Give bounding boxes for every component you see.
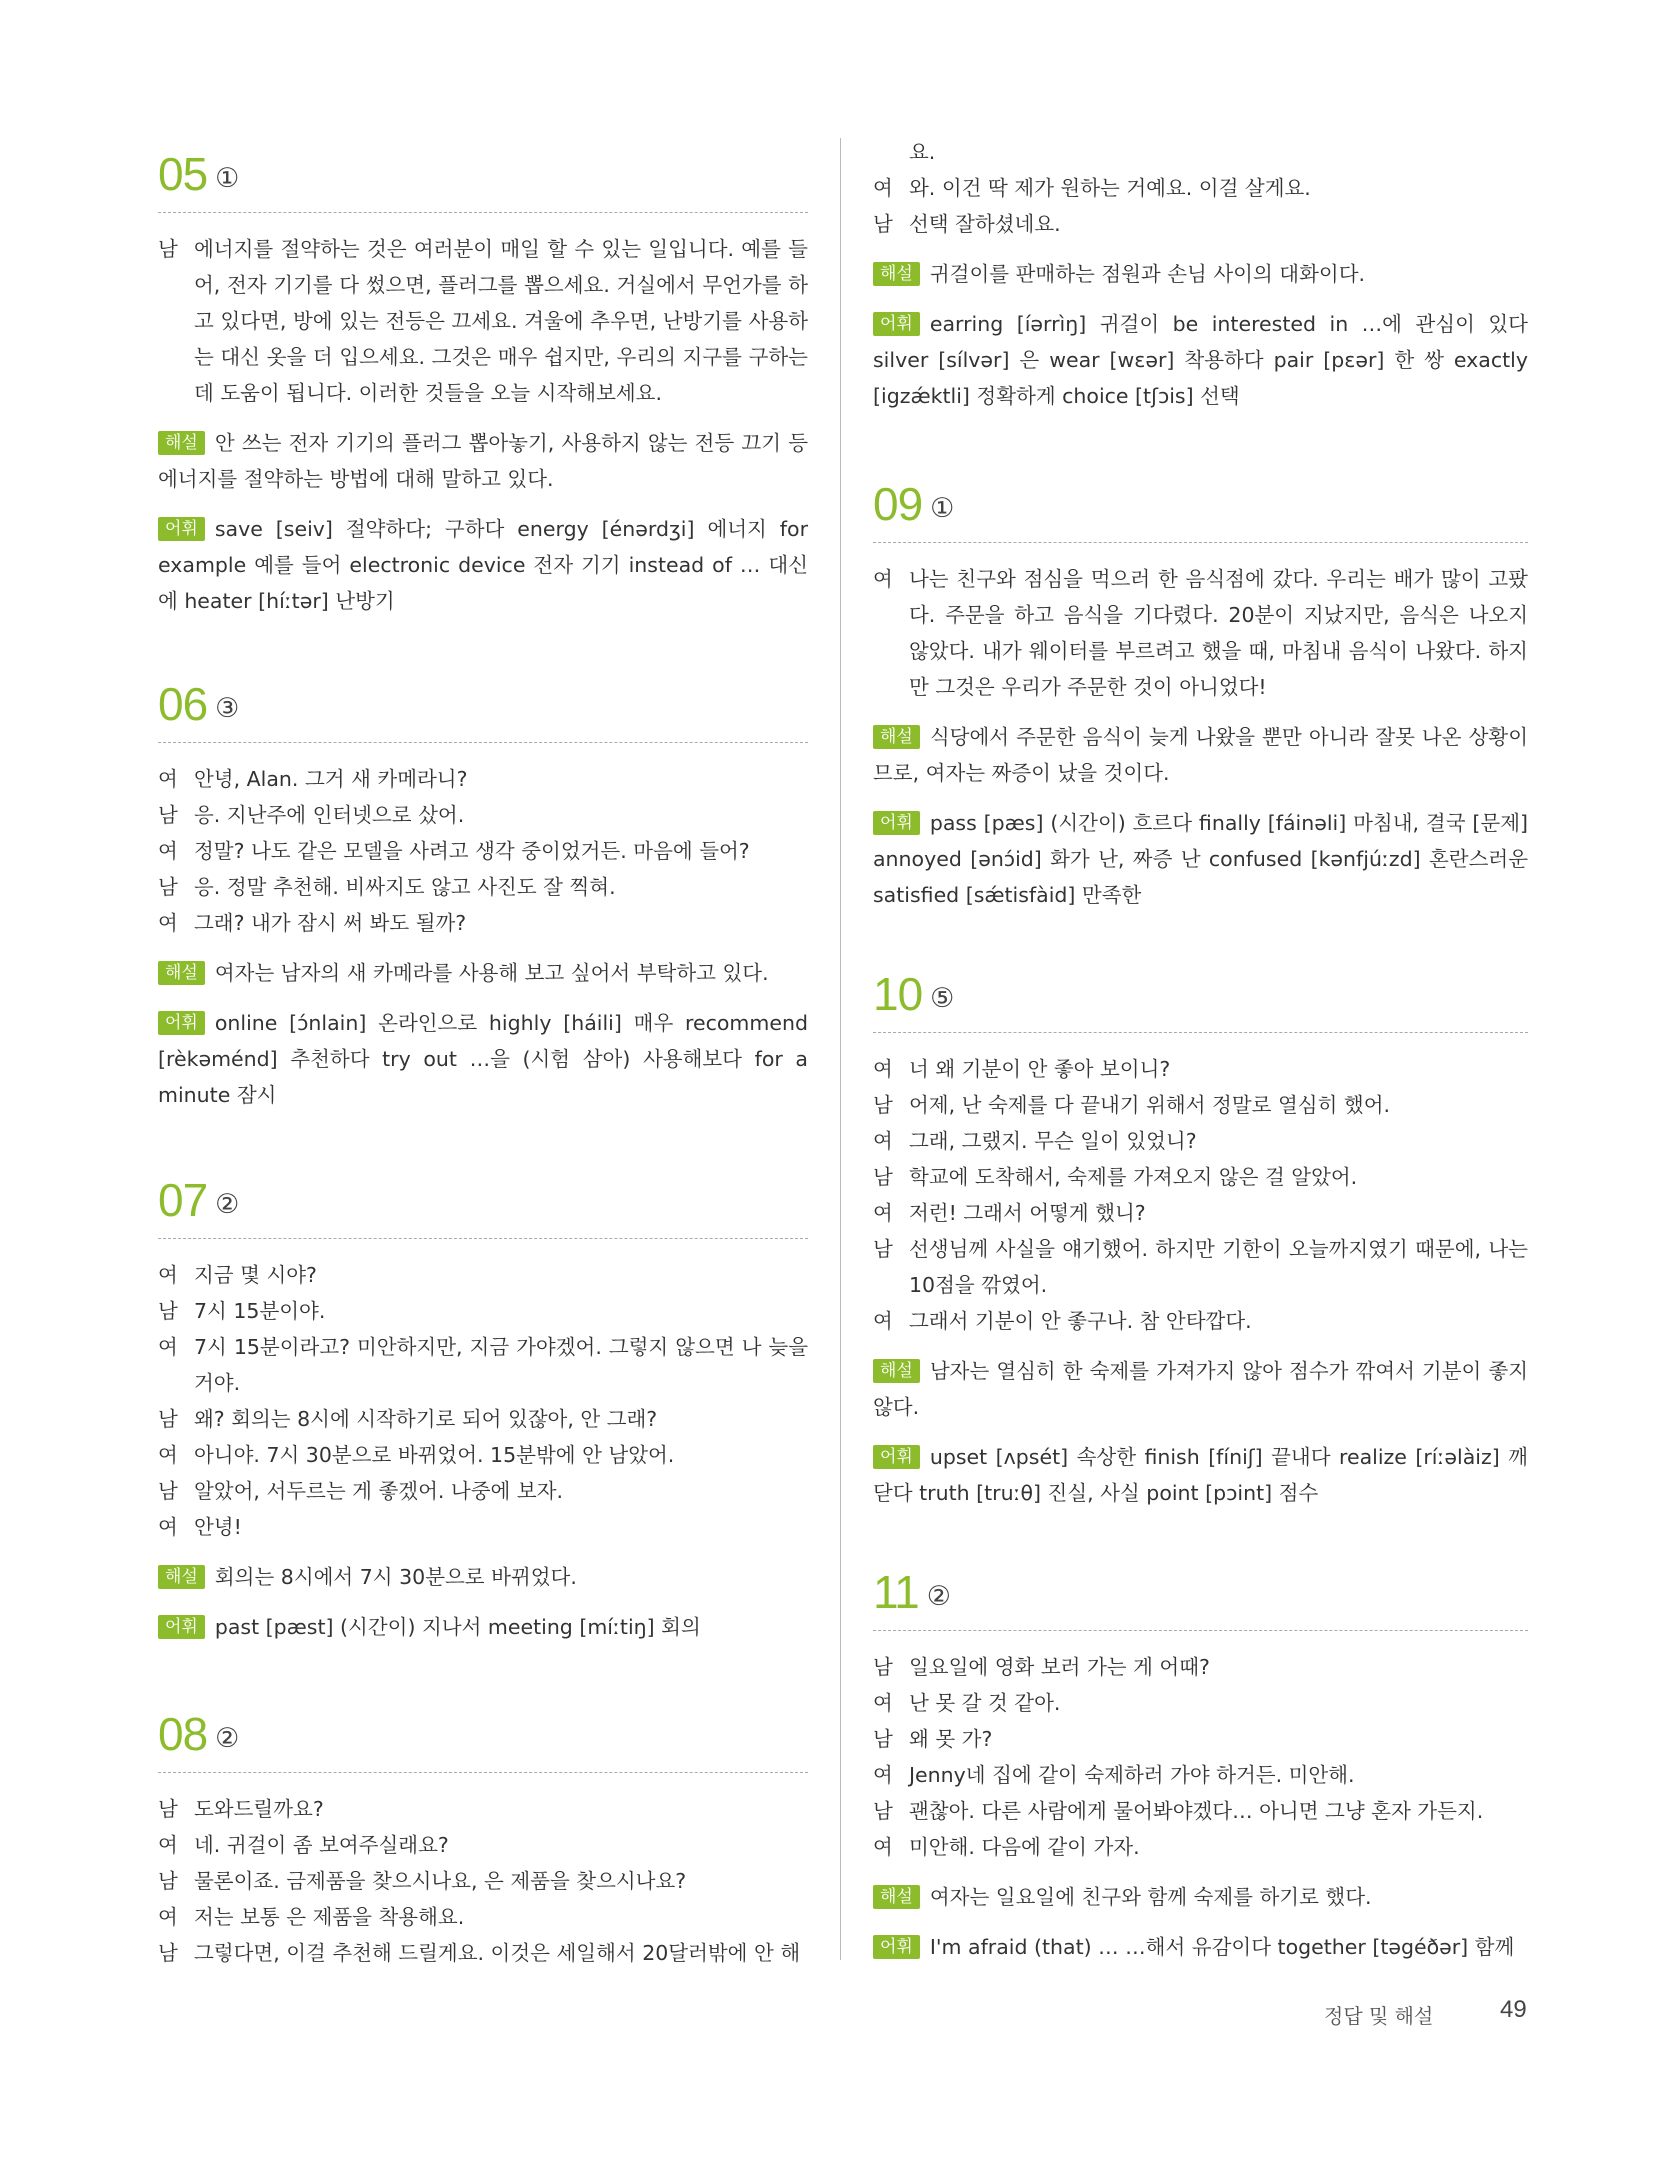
line-text: 선택 잘하셨네요. — [909, 212, 1061, 236]
question-number: 08 — [158, 1708, 208, 1760]
vocabulary-text: past [pæst] (시간이) 지나서 meeting [míːtiŋ] 회의 — [214, 1615, 701, 1639]
line-text: 도와드릴까요? — [194, 1797, 324, 1821]
answer-mark: ① — [215, 163, 240, 194]
script-line — [873, 206, 1528, 242]
answer-mark: ① — [930, 493, 955, 524]
explanation-text: 여자는 남자의 새 카메라를 사용해 보고 싶어서 부탁하고 있다. — [214, 961, 769, 985]
dashed-rule — [873, 542, 1528, 543]
page-number: 49 — [1500, 1996, 1527, 2023]
script-line — [873, 1087, 1528, 1123]
vocabulary-tag: 어휘 — [873, 312, 920, 336]
vocabulary — [158, 1005, 808, 1113]
line-text: 와. 이건 딱 제가 원하는 거예요. 이걸 살게요. — [909, 176, 1311, 200]
vocabulary-tag: 어휘 — [873, 811, 920, 835]
speaker: 여 — [873, 1309, 893, 1333]
script-line — [158, 1863, 808, 1899]
script-line — [158, 1509, 808, 1545]
speaker — [873, 134, 909, 170]
question-number: 10 — [873, 968, 923, 1020]
speaker: 남 — [158, 1797, 178, 1821]
line-text: 그래서 기분이 안 좋구나. 참 안타깝다. — [909, 1309, 1252, 1333]
question-05 — [158, 146, 808, 619]
script-line — [158, 1437, 808, 1473]
vocabulary — [873, 1929, 1528, 1965]
line-text: 저는 보통 은 제품을 착용해요. — [194, 1905, 465, 1929]
explanation — [158, 1559, 808, 1595]
speaker: 여 — [873, 1835, 893, 1859]
line-text: 물론이죠. 금제품을 찾으시나요, 은 제품을 찾으시나요? — [194, 1869, 687, 1893]
question-number: 11 — [873, 1566, 919, 1618]
vocabulary-tag: 어휘 — [158, 1615, 205, 1639]
speaker: 여 — [873, 1201, 893, 1225]
question-number: 07 — [158, 1174, 208, 1226]
vocabulary — [873, 306, 1528, 414]
script-line — [158, 833, 808, 869]
script-line — [158, 1899, 808, 1935]
answer-mark: ② — [215, 1189, 240, 1220]
answer-mark: ② — [215, 1723, 240, 1754]
line-text: 그래, 그랬지. 무슨 일이 있었니? — [909, 1129, 1197, 1153]
script-line — [158, 797, 808, 833]
speaker: 남 — [873, 1799, 893, 1823]
explanation-tag: 해설 — [873, 725, 920, 749]
speaker: 여 — [158, 1443, 178, 1467]
line-text: 네. 귀걸이 좀 보여주실래요? — [194, 1833, 449, 1857]
line-text: 에너지를 절약하는 것은 여러분이 매일 할 수 있는 일입니다. 예를 들어, 전자 기기를 다 썼으면, 플러그를 뽑으세요. 거실에서 무언가를 하고 있다면, 방에 있는 전등은 끄세요. 겨울에 추우면, 난방기를 사용하는 대신 옷을 더 입으세요. 그것은 매우 쉽지만, 우리의 지구를 구하는 데 도움이 됩니다. 이러한 것들을 오늘 시작해보세요. — [194, 237, 808, 405]
speaker: 남 — [158, 1479, 178, 1503]
script-line — [158, 1293, 808, 1329]
answer-mark: ② — [926, 1581, 951, 1612]
explanation — [873, 1879, 1528, 1915]
speaker: 남 — [873, 1237, 893, 1261]
explanation-tag: 해설 — [873, 1359, 920, 1383]
vocabulary-text: online [ɔ́nlain] 온라인으로 highly [háili] 매우 recommend [rèkəménd] 추천하다 try out …을 (시험 삼아) 사용해보다 for a minute 잠시 — [158, 1011, 808, 1107]
vocabulary-text: upset [ʌpsét] 속상한 finish [fíniʃ] 끝내다 realize [ríːəlàiz] 깨닫다 truth [truːθ] 진실, 사실 point [pɔint] 점수 — [873, 1445, 1528, 1505]
speaker: 여 — [158, 767, 178, 791]
line-text: 저런! 그래서 어떻게 했니? — [909, 1201, 1146, 1225]
dashed-rule — [158, 1238, 808, 1239]
speaker: 여 — [158, 1263, 178, 1287]
question-number: 05 — [158, 148, 208, 200]
speaker: 남 — [158, 1869, 178, 1893]
explanation-text: 회의는 8시에서 7시 30분으로 바뀌었다. — [214, 1565, 577, 1589]
answer-mark: ③ — [215, 693, 240, 724]
line-text: 안녕, Alan. 그거 새 카메라니? — [194, 767, 468, 791]
question-number: 09 — [873, 478, 923, 530]
speaker: 남 — [158, 875, 178, 899]
script-line — [873, 170, 1528, 206]
speaker: 여 — [158, 839, 178, 863]
question-11 — [873, 1564, 1528, 1965]
line-text: 응. 지난주에 인터넷으로 샀어. — [194, 803, 465, 827]
question-09 — [873, 476, 1528, 913]
speaker: 여 — [873, 1057, 893, 1081]
speaker: 여 — [158, 1833, 178, 1857]
dashed-rule — [158, 1772, 808, 1773]
line-text: 어제, 난 숙제를 다 끝내기 위해서 정말로 열심히 했어. — [909, 1093, 1391, 1117]
explanation-tag: 해설 — [158, 1565, 205, 1589]
explanation-text: 남자는 열심히 한 숙제를 가져가지 않아 점수가 깎여서 기분이 좋지 않다. — [873, 1359, 1528, 1419]
vocabulary-text: pass [pæs] (시간이) 흐르다 finally [fáinəli] 마침내, 결국 [문제] annoyed [ənɔ́id] 화가 난, 짜증 난 confused [kənfjúːzd] 혼란스러운 satisfied [sǽtisfàid] 만족한 — [873, 811, 1528, 907]
question-header — [158, 1172, 808, 1228]
speaker: 남 — [873, 212, 893, 236]
line-text: 나는 친구와 점심을 먹으러 한 음식점에 갔다. 우리는 배가 많이 고팠다. 주문을 하고 음식을 기다렸다. 20분이 지났지만, 음식은 나오지 않았다. 내가 웨이터를 부르려고 했을 때, 마침내 음식이 나왔다. 하지만 그것은 우리가 주문한 것이 아니었다! — [909, 567, 1528, 699]
speaker: 여 — [873, 1691, 893, 1715]
question-header — [873, 966, 1528, 1022]
explanation-text: 귀걸이를 판매하는 점원과 손님 사이의 대화이다. — [929, 262, 1366, 286]
line-text: 아니야. 7시 30분으로 바뀌었어. 15분밖에 안 남았어. — [194, 1443, 675, 1467]
script-line — [158, 905, 808, 941]
script-line — [158, 231, 808, 411]
speaker: 여 — [158, 1335, 178, 1359]
explanation — [158, 425, 808, 497]
script-line — [873, 1721, 1528, 1757]
question-08-continued — [873, 134, 1528, 414]
vocabulary-text: I'm afraid (that) … …해서 유감이다 together [təgéðər] 함께 — [929, 1935, 1515, 1959]
vocabulary-tag: 어휘 — [158, 517, 205, 541]
dashed-rule — [873, 1032, 1528, 1033]
script-line — [158, 1791, 808, 1827]
speaker: 여 — [873, 1763, 893, 1787]
answer-mark: ⑤ — [930, 983, 955, 1014]
line-text: 왜? 회의는 8시에 시작하기로 되어 있잖아, 안 그래? — [194, 1407, 658, 1431]
script-line — [873, 1231, 1528, 1303]
script-line — [158, 1401, 808, 1437]
vocabulary-tag: 어휘 — [873, 1935, 920, 1959]
script-line — [873, 1303, 1528, 1339]
line-text: 학교에 도착해서, 숙제를 가져오지 않은 걸 알았어. — [909, 1165, 1358, 1189]
vocabulary — [873, 1439, 1528, 1511]
question-header — [158, 146, 808, 202]
line-text: 그렇다면, 이걸 추천해 드릴게요. 이것은 세일해서 20달러밖에 안 해 — [194, 1941, 801, 1965]
speaker: 남 — [158, 1299, 178, 1323]
line-text: 정말? 나도 같은 모델을 사려고 생각 중이었거든. 마음에 들어? — [194, 839, 750, 863]
question-number: 06 — [158, 678, 208, 730]
explanation — [873, 1353, 1528, 1425]
explanation — [158, 955, 808, 991]
vocabulary — [873, 805, 1528, 913]
line-text: 응. 정말 추천해. 비싸지도 않고 사진도 잘 찍혀. — [194, 875, 616, 899]
explanation-tag: 해설 — [158, 961, 205, 985]
vocabulary-tag: 어휘 — [873, 1445, 920, 1469]
line-text: 지금 몇 시야? — [194, 1263, 317, 1287]
explanation-tag: 해설 — [873, 1885, 920, 1909]
explanation-tag: 해설 — [873, 262, 920, 286]
question-header — [873, 476, 1528, 532]
explanation-text: 식당에서 주문한 음식이 늦게 나왔을 뿐만 아니라 잘못 나온 상황이므로, 여자는 짜증이 났을 것이다. — [873, 725, 1528, 785]
script-line — [158, 869, 808, 905]
line-text: 미안해. 다음에 같이 가자. — [909, 1835, 1140, 1859]
script-line — [873, 1793, 1528, 1829]
vocabulary-text: save [seiv] 절약하다; 구하다 energy [énərdʒi] 에너지 for example 예를 들어 electronic device 전자 기기 instead of … 대신에 heater [híːtər] 난방기 — [158, 517, 808, 613]
question-header — [873, 1564, 1528, 1620]
explanation — [873, 719, 1528, 791]
footer-section-label: 정답 및 해설 — [1324, 2004, 1434, 2028]
vocabulary-tag: 어휘 — [158, 1011, 205, 1035]
dashed-rule — [158, 212, 808, 213]
speaker: 남 — [873, 1093, 893, 1117]
vocabulary-text: earring [íərrìŋ] 귀걸이 be interested in …에 관심이 있다 silver [sílvər] 은 wear [wɛər] 착용하다 pair [pɛər] 한 쌍 exactly [igzǽktli] 정확하게 choice [tʃɔis] 선택 — [873, 312, 1528, 408]
script-line — [873, 1123, 1528, 1159]
question-10 — [873, 966, 1528, 1511]
speaker: 남 — [158, 237, 178, 261]
line-text: 7시 15분이야. — [194, 1299, 326, 1323]
speaker: 여 — [873, 1129, 893, 1153]
line-text: 왜 못 가? — [909, 1727, 993, 1751]
script-line — [158, 1473, 808, 1509]
speaker: 남 — [158, 1407, 178, 1431]
explanation-text: 안 쓰는 전자 기기의 플러그 뽑아놓기, 사용하지 않는 전등 끄기 등 에너지를 절약하는 방법에 대해 말하고 있다. — [158, 431, 808, 491]
script-line — [873, 1829, 1528, 1865]
line-text: Jenny네 집에 같이 숙제하러 가야 하거든. 미안해. — [909, 1763, 1355, 1787]
line-text: 알았어, 서두르는 게 좋겠어. 나중에 보자. — [194, 1479, 563, 1503]
line-text: 안녕! — [194, 1515, 242, 1539]
speaker: 여 — [158, 1515, 178, 1539]
question-06 — [158, 676, 808, 1113]
script-line — [873, 1159, 1528, 1195]
speaker: 여 — [158, 1905, 178, 1929]
explanation-tag: 해설 — [158, 431, 205, 455]
line-text: 난 못 갈 것 같아. — [909, 1691, 1061, 1715]
script-line — [873, 1649, 1528, 1685]
speaker: 남 — [158, 803, 178, 827]
vocabulary — [158, 1609, 808, 1645]
line-text: 선생님께 사실을 얘기했어. 하지만 기한이 오늘까지였기 때문에, 나는 10점을 깎였어. — [909, 1237, 1528, 1297]
line-text: 일요일에 영화 보러 가는 게 어때? — [909, 1655, 1210, 1679]
script-line — [158, 761, 808, 797]
line-text: 괜찮아. 다른 사람에게 물어봐야겠다… 아니면 그냥 혼자 가든지. — [909, 1799, 1484, 1823]
column-divider — [840, 138, 841, 1960]
explanation-text: 여자는 일요일에 친구와 함께 숙제를 하기로 했다. — [929, 1885, 1372, 1909]
script-line — [158, 1935, 808, 1971]
script-line — [158, 1329, 808, 1401]
speaker: 남 — [873, 1165, 893, 1189]
dashed-rule — [873, 1630, 1528, 1631]
line-text: 그래? 내가 잠시 써 봐도 될까? — [194, 911, 467, 935]
script-line — [158, 1827, 808, 1863]
line-text: 7시 15분이라고? 미안하지만, 지금 가야겠어. 그렇지 않으면 나 늦을 거야. — [194, 1335, 808, 1395]
vocabulary — [158, 511, 808, 619]
script-line — [158, 1257, 808, 1293]
question-header — [158, 1706, 808, 1762]
script-line — [873, 134, 1528, 170]
explanation — [873, 256, 1528, 292]
speaker: 여 — [873, 176, 893, 200]
script-line — [873, 1685, 1528, 1721]
script-line — [873, 561, 1528, 705]
script-line — [873, 1195, 1528, 1231]
question-header — [158, 676, 808, 732]
script-line — [873, 1051, 1528, 1087]
question-08 — [158, 1706, 808, 1971]
speaker: 여 — [158, 911, 178, 935]
script-line — [873, 1757, 1528, 1793]
line-text: 요. — [909, 140, 936, 164]
speaker: 남 — [873, 1727, 893, 1751]
speaker: 남 — [158, 1941, 178, 1965]
line-text: 너 왜 기분이 안 좋아 보이니? — [909, 1057, 1171, 1081]
question-07 — [158, 1172, 808, 1645]
speaker: 남 — [873, 1655, 893, 1679]
dashed-rule — [158, 742, 808, 743]
speaker: 여 — [873, 567, 893, 591]
